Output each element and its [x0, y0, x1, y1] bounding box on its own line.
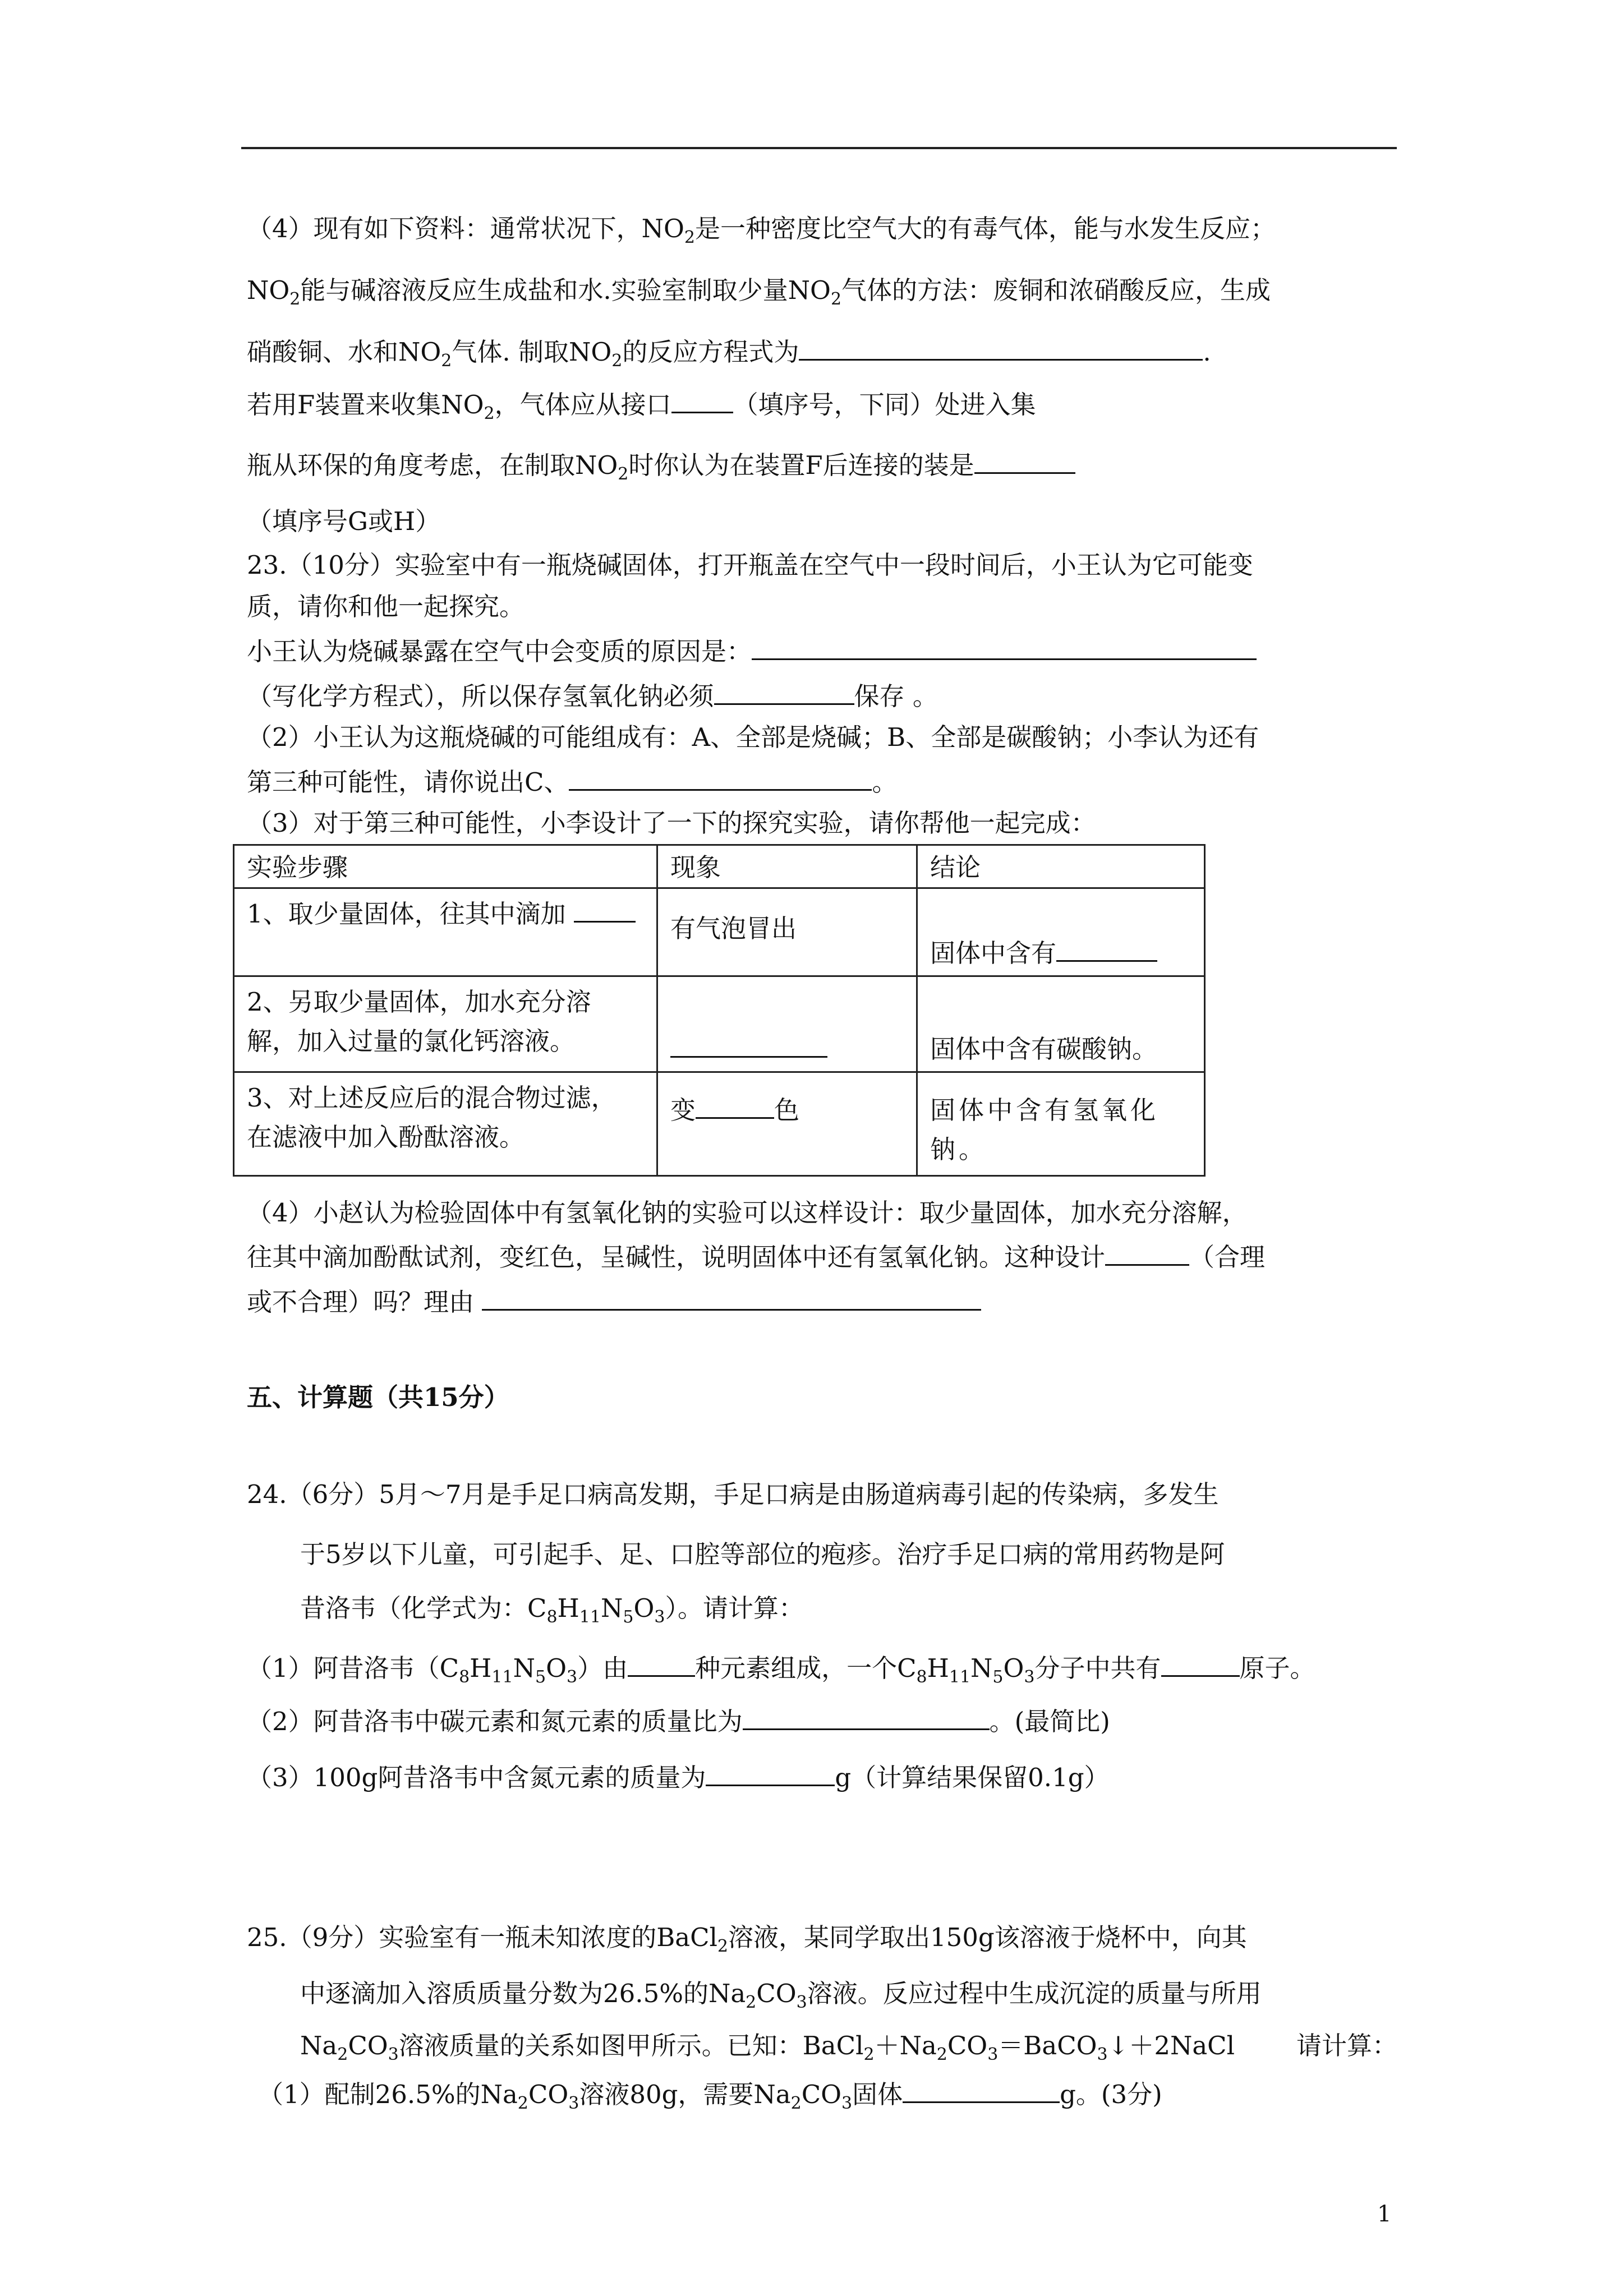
q23-line-4: （写化学方程式），所以保存氢氧化钠必须 保存 。	[247, 681, 938, 711]
section-heading: 五、计算题（共15分）	[247, 1382, 509, 1412]
q24-sub-3: （3）100g阿昔洛韦中含氮元素的质量为 g（计算结果保留0.1g）	[247, 1763, 1110, 1792]
answer-blank[interactable]	[706, 1762, 835, 1786]
q23-line-2: 质，请你和他一起探究。	[247, 592, 525, 621]
answer-blank[interactable]	[974, 450, 1075, 474]
p4-line-5: 瓶从环保的角度考虑，在制取$NO_2$时你认为在装置F后连接的装是	[247, 449, 1075, 482]
table-cell: 3、对上述反应后的混合物过滤， 在滤液中加入酚酞溶液。	[234, 1072, 657, 1176]
table-cell: 固体中含有氢氧化 钠。	[917, 1072, 1205, 1176]
header-rule	[241, 147, 1397, 149]
answer-blank[interactable]	[1105, 1242, 1189, 1266]
p4-line-3: 硝酸铜、水和$NO_2$气体. 制取$NO_2$的反应方程式为 .	[247, 337, 1211, 371]
q23-line-10: 或不合理）吗？理由	[247, 1285, 981, 1319]
answer-blank[interactable]	[1056, 938, 1157, 962]
table-row	[234, 976, 1205, 1072]
table-cell: 1、取少量固体，往其中滴加	[234, 888, 657, 976]
q23-line-5: （2）小王认为这瓶烧碱的可能组成有：A、全部是烧碱；B、全部是碳酸钠；小李认为还有	[247, 722, 1259, 752]
answer-blank[interactable]	[1161, 1653, 1240, 1677]
p4-line-6: （填序号G或H）	[247, 506, 441, 536]
answer-blank[interactable]	[628, 1653, 695, 1677]
answer-blank[interactable]	[696, 1095, 774, 1119]
q25-line-1: 25.（9分）实验室有一瓶未知浓度的BaCl$_2$溶液，某同学取出150g该溶液于烧杯中，向其	[247, 1922, 1247, 1956]
q24-line-2: 于5岁以下儿童，可引起手、足、口腔等部位的疱疹。治疗手足口病的常用药物是阿	[300, 1539, 1225, 1569]
page-number: 1	[1377, 2201, 1392, 2227]
q25-sub-1: （1）配制26.5%的$Na_2CO_3$溶液80g，需要$Na_2CO_3$固体 g。(3分)	[258, 2080, 1162, 2113]
answer-blank[interactable]	[671, 389, 733, 413]
q23-line-9: 往其中滴加酚酞试剂，变红色，呈碱性，说明固体中还有氢氧化钠。这种设计 （合理	[247, 1242, 1266, 1272]
table-row	[234, 1072, 1205, 1176]
table-header-cell: 现象	[657, 845, 917, 888]
p4-line-4: 若用F装置来收集$NO_2$，气体应从接口 （填序号，下同）处进入集	[247, 390, 1036, 423]
table-cell	[657, 976, 917, 1072]
q23-line-3: 小王认为烧碱暴露在空气中会变质的原因是：	[247, 635, 1257, 668]
table-cell: 固体中含有碳酸钠。	[917, 976, 1205, 1072]
table-cell: 有气泡冒出	[657, 888, 917, 976]
q23-line-6: 第三种可能性，请你说出C、 。	[247, 767, 898, 797]
answer-blank[interactable]	[670, 1034, 827, 1058]
q25-line-2: 中逐滴加入溶质质量分数为26.5%的$Na_2CO_3$溶液。反应过程中生成沉淀的质量与所用	[300, 1979, 1262, 2012]
p4-line-1: （4）现有如下资料：通常状况下，$NO_2$是一种密度比空气大的有毒气体，能与水发生反应；	[247, 214, 1276, 247]
q24-line-3: 昔洛韦（化学式为：$C_8H_{11}N_5O_3$）。请计算：	[300, 1593, 804, 1627]
q24-sub-1: （1）阿昔洛韦$(C_8H_{11}N_5O_3)$由 种元素组成，一个$C_8H_{11}N_5O_3$分子中共有 原子。	[247, 1653, 1315, 1687]
experiment-table	[233, 844, 1206, 1177]
answer-blank[interactable]	[799, 336, 1203, 361]
q23-line-7: （3）对于第三种可能性，小李设计了一下的探究实验，请你帮他一起完成：	[247, 808, 1096, 838]
q24-sub-2: （2）阿昔洛韦中碳元素和氮元素的质量比为 。(最简比)	[247, 1707, 1110, 1736]
answer-blank[interactable]	[743, 1706, 990, 1730]
table-cell: 变 色	[657, 1072, 917, 1176]
answer-blank[interactable]	[482, 1287, 981, 1311]
table-cell: 2、另取少量固体，加水充分溶 解，加入过量的氯化钙溶液。	[234, 976, 657, 1072]
q25-line-3: $Na_2CO_3$溶液质量的关系如图甲所示。已知：$BaCl_2+Na_2CO_3=BaCO_3↓+2NaCl$ 请计算：	[300, 2031, 1398, 2064]
table-row	[234, 888, 1205, 976]
answer-blank[interactable]	[903, 2079, 1060, 2103]
q23-line-1: 23.（10分）实验室中有一瓶烧碱固体，打开瓶盖在空气中一段时间后，小王认为它可能变	[247, 550, 1253, 580]
q23-line-8: （4）小赵认为检验固体中有氢氧化钠的实验可以这样设计：取少量固体，加水充分溶解，	[247, 1198, 1248, 1228]
answer-blank[interactable]	[569, 767, 872, 791]
table-header-cell: 实验步骤	[234, 845, 657, 888]
q24-line-1: 24.（6分）5月～7月是手足口病高发期，手足口病是由肠道病毒引起的传染病，多发生	[247, 1479, 1219, 1509]
table-header-cell: 结论	[917, 845, 1205, 888]
p4-line-2: $NO_2$能与碱溶液反应生成盐和水.实验室制取少量$NO_2$气体的方法：废铜和浓硝酸反应，生成	[247, 275, 1271, 309]
table-header-row	[234, 845, 1205, 888]
answer-blank[interactable]	[752, 636, 1257, 660]
answer-blank[interactable]	[574, 898, 636, 923]
table-cell: 固体中含有	[917, 888, 1205, 976]
answer-blank[interactable]	[714, 681, 854, 705]
